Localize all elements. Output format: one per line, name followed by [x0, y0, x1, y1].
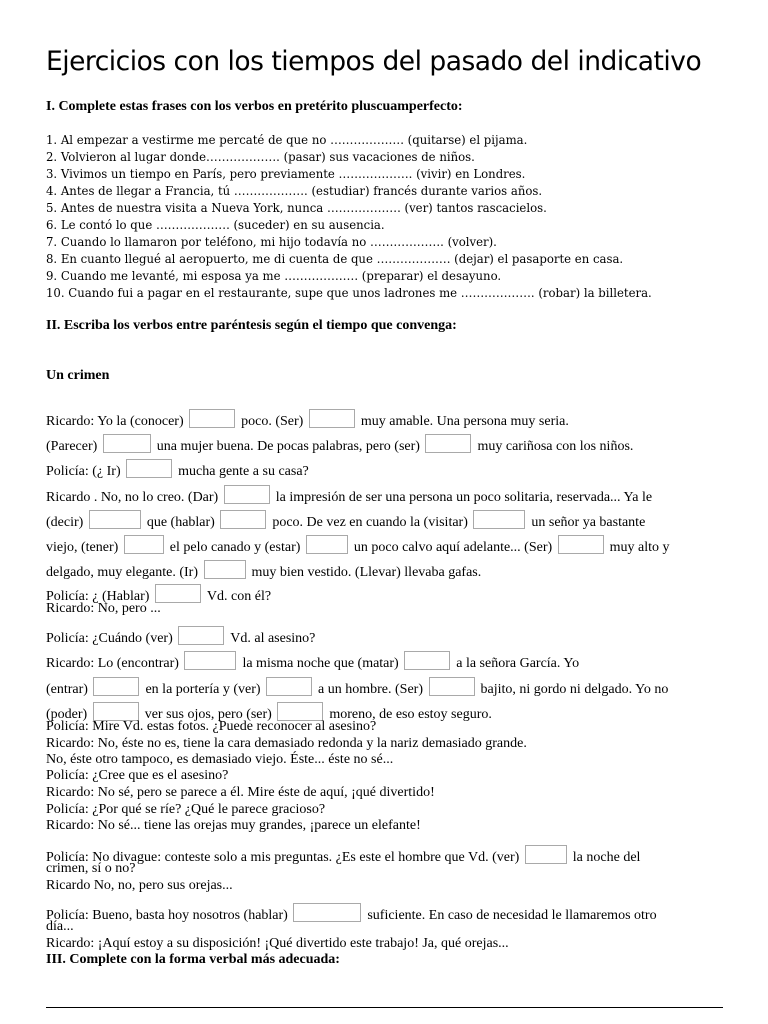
- dialog-line: [46, 651, 579, 672]
- section-1-heading: I. Complete estas frases con los verbos en pretérito pluscuamperfecto:: [46, 99, 463, 114]
- dialog-text: No, éste otro tampoco, es demasiado viejo. Éste... éste no sé...: [46, 752, 394, 767]
- footer-rule: [46, 1007, 723, 1008]
- dialog-text: delgado, muy elegante. (Ir): [46, 565, 198, 580]
- dialog-text: viejo, (tener): [46, 540, 119, 555]
- dialog-text: (poder): [46, 707, 88, 722]
- dialog-text: Ricardo: ¡Aquí estoy a su disposición! ¡Qué divertido este trabajo! Ja, qué orejas...: [46, 936, 509, 951]
- answer-box[interactable]: [155, 584, 201, 603]
- dialog-text: un poco calvo aquí adelante... (Ser): [353, 540, 553, 555]
- dialog-text: bajito, ni gordo ni delgado. Yo no: [480, 682, 669, 697]
- story-title: Un crimen: [46, 368, 110, 383]
- dialog-line: [46, 903, 657, 924]
- dialog-text: Policía: ¿Por qué se ríe? ¿Qué le parece gracioso?: [46, 802, 326, 817]
- answer-box[interactable]: [525, 845, 567, 864]
- dialog-line: [46, 626, 315, 647]
- dialog-text: suficiente. En caso de necesidad le llamaremos otro: [367, 908, 657, 923]
- dialog-text: Policía: ¿Cree que es el asesino?: [46, 768, 229, 783]
- dialog-text: poco. De vez en cuando la (visitar): [272, 515, 468, 530]
- section-3-heading: III. Complete con la forma verbal más adecuada:: [46, 952, 340, 967]
- exercise-1-item: 2. Volvieron al lugar donde………………. (pasar) sus vacaciones de niños.: [46, 150, 475, 164]
- dialog-text: (Parecer): [46, 439, 98, 454]
- dialog-text: muy bien vestido. (Llevar) llevaba gafas.: [251, 565, 482, 580]
- answer-box[interactable]: [126, 459, 172, 478]
- dialog-text: el pelo canado y (estar): [169, 540, 301, 555]
- dialog-text: Ricardo . No, no lo creo. (Dar): [46, 490, 219, 505]
- dialog-text: en la portería y (ver): [145, 682, 261, 697]
- dialog-line: [46, 878, 233, 894]
- answer-box[interactable]: [306, 535, 348, 554]
- dialog-text: Policía: ¿ (Hablar): [46, 589, 150, 604]
- page-title: Ejercicios con los tiempos del pasado del indicativo: [46, 46, 702, 77]
- dialog-line: [46, 535, 670, 556]
- dialog-text: mucha gente a su casa?: [178, 464, 309, 479]
- dialog-line: [46, 736, 527, 752]
- dialog-text: Vd. al asesino?: [230, 631, 316, 646]
- answer-box[interactable]: [309, 409, 355, 428]
- dialog-line: [46, 818, 421, 834]
- dialog-text: Vd. con él?: [206, 589, 272, 604]
- answer-box[interactable]: [220, 510, 266, 529]
- answer-box[interactable]: [224, 485, 270, 504]
- dialog-line: [46, 434, 633, 455]
- dialog-text: crimen, sí o no?: [46, 861, 136, 876]
- dialog-text: poco. (Ser): [241, 414, 304, 429]
- exercise-1-item: 8. En cuanto llegué al aeropuerto, me di cuenta de que ………………. (dejar) el pasaporte en casa.: [46, 252, 624, 266]
- answer-box[interactable]: [429, 677, 475, 696]
- exercise-1-item: 3. Vivimos un tiempo en París, pero previamente ………………. (vivir) en Londres.: [46, 167, 526, 181]
- dialog-line: [46, 485, 652, 506]
- dialog-text: día...: [46, 919, 74, 934]
- dialog-text: Policía: (¿ Ir): [46, 464, 121, 479]
- dialog-text: Policía: Bueno, basta hoy nosotros (hablar): [46, 908, 288, 923]
- dialog-text: Ricardo: Yo la (conocer): [46, 414, 184, 429]
- answer-box[interactable]: [189, 409, 235, 428]
- dialog-text: muy alto y: [609, 540, 670, 555]
- exercise-1-item: 1. Al empezar a vestirme me percaté de que no ………………. (quitarse) el pijama.: [46, 133, 528, 147]
- dialog-line: [46, 409, 569, 430]
- dialog-line: [46, 677, 668, 698]
- dialog-line: [46, 719, 376, 735]
- dialog-line: [46, 802, 325, 818]
- dialog-text: la noche del: [572, 850, 641, 865]
- dialog-text: muy amable. Una persona muy seria.: [360, 414, 569, 429]
- dialog-text: Ricardo: No sé, pero se parece a él. Mire éste de aquí, ¡qué divertido!: [46, 785, 435, 800]
- answer-box[interactable]: [93, 677, 139, 696]
- answer-box[interactable]: [184, 651, 236, 670]
- dialog-text: Ricardo: No, pero ...: [46, 601, 161, 616]
- exercise-1-item: 7. Cuando lo llamaron por teléfono, mi hijo todavía no ………………. (volver).: [46, 235, 497, 249]
- exercise-1-item: 4. Antes de llegar a Francia, tú ………………. (estudiar) francés durante varios años.: [46, 184, 543, 198]
- answer-box[interactable]: [558, 535, 604, 554]
- answer-box[interactable]: [425, 434, 471, 453]
- dialog-line: [46, 459, 309, 480]
- dialog-line: [46, 510, 645, 531]
- dialog-text: que (hablar): [146, 515, 215, 530]
- dialog-text: Policía: No divague: conteste solo a mis preguntas. ¿Es este el hombre que Vd. (ver): [46, 850, 520, 865]
- answer-box[interactable]: [178, 626, 224, 645]
- dialog-text: la misma noche que (matar): [242, 656, 399, 671]
- dialog-text: Ricardo No, no, pero sus orejas...: [46, 878, 233, 893]
- exercise-1-item: 6. Le contó lo que ………………. (suceder) en su ausencia.: [46, 218, 385, 232]
- dialog-line: [46, 919, 74, 935]
- dialog-text: un señor ya bastante: [531, 515, 646, 530]
- exercise-1-item: 9. Cuando me levanté, mi esposa ya me ………………. (preparar) el desayuno.: [46, 269, 502, 283]
- dialog-text: Policía: Mire Vd. estas fotos. ¿Puede reconocer al asesino?: [46, 719, 377, 734]
- exercise-1-item: 10. Cuando fui a pagar en el restaurante, supe que unos ladrones me ………………. (robar) la billetera.: [46, 286, 652, 300]
- exercise-1-list: [46, 132, 652, 302]
- dialog-line: [46, 936, 509, 952]
- dialog-line: [46, 785, 435, 801]
- dialog-text: ver sus ojos, pero (ser): [144, 707, 272, 722]
- exercise-1-item: 5. Antes de nuestra visita a Nueva York, nunca ………………. (ver) tantos rascacielos.: [46, 201, 547, 215]
- dialog-text: muy cariñosa con los niños.: [477, 439, 634, 454]
- answer-box[interactable]: [89, 510, 141, 529]
- dialog-line: [46, 861, 135, 877]
- dialog-text: una mujer buena. De pocas palabras, pero (ser): [156, 439, 420, 454]
- dialog-text: Ricardo: Lo (encontrar): [46, 656, 179, 671]
- dialog-text: a la señora García. Yo: [456, 656, 580, 671]
- dialog-line: [46, 601, 161, 617]
- answer-box[interactable]: [103, 434, 151, 453]
- dialog-text: moreno, de eso estoy seguro.: [329, 707, 492, 722]
- answer-box[interactable]: [124, 535, 164, 554]
- dialog-text: la impresión de ser una persona un poco solitaria, reservada... Ya le: [275, 490, 653, 505]
- dialog-line: [46, 560, 481, 581]
- answer-box[interactable]: [266, 677, 312, 696]
- answer-box[interactable]: [293, 903, 361, 922]
- answer-box[interactable]: [404, 651, 450, 670]
- dialog-text: (decir): [46, 515, 84, 530]
- dialog-text: Ricardo: No sé... tiene las orejas muy grandes, ¡parece un elefante!: [46, 818, 421, 833]
- dialog-text: Ricardo: No, éste no es, tiene la cara demasiado redonda y la nariz demasiado grande.: [46, 736, 527, 751]
- dialog-text: a un hombre. (Ser): [318, 682, 423, 697]
- dialog-text: Policía: ¿Cuándo (ver): [46, 631, 173, 646]
- dialog-text: (entrar): [46, 682, 88, 697]
- answer-box[interactable]: [204, 560, 246, 579]
- section-2-heading: II. Escriba los verbos entre paréntesis según el tiempo que convenga:: [46, 318, 457, 333]
- answer-box[interactable]: [473, 510, 525, 529]
- dialog-line: [46, 768, 228, 784]
- dialog-line: [46, 752, 393, 768]
